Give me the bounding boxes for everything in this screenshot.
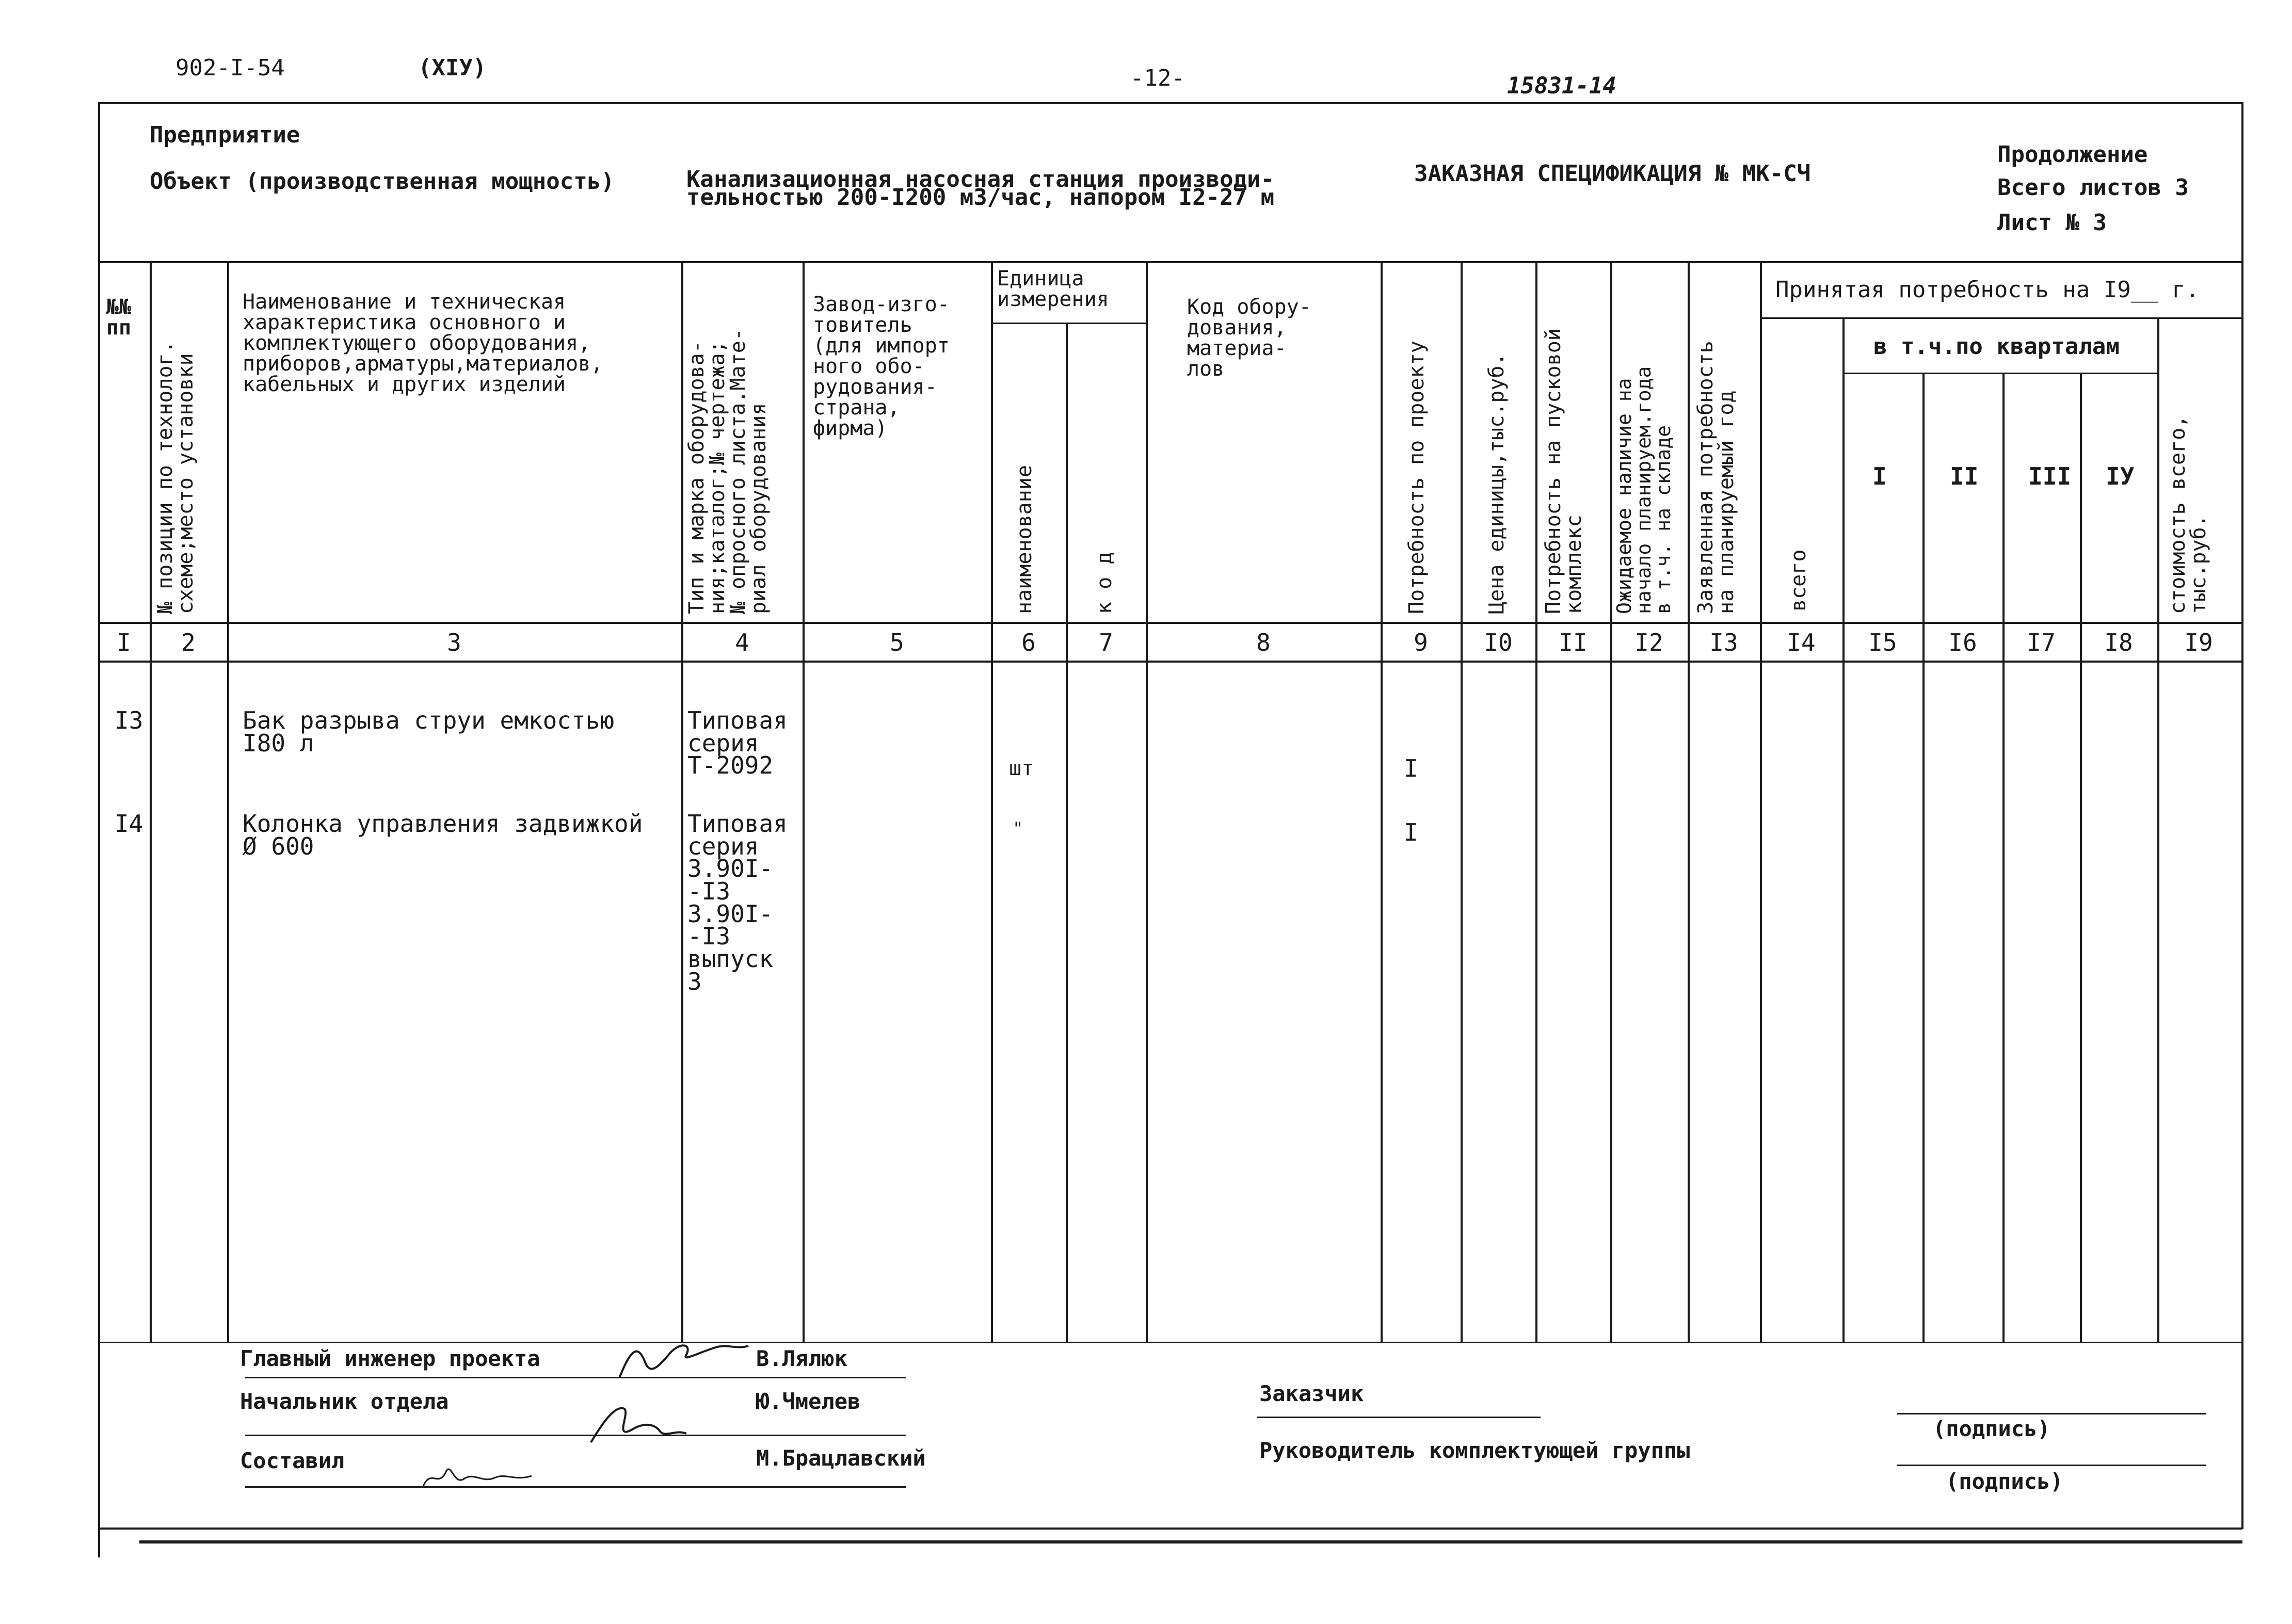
item-name: Колонка управления задвижкой Ø 600 [243, 810, 643, 860]
chief-engineer-label: Главный инженер проекта [240, 1346, 540, 1371]
col-header-7: к о д [1093, 552, 1116, 614]
item-unit: шт [1009, 757, 1034, 780]
group-head-label: Руководитель комплектующей группы [1259, 1438, 1690, 1463]
col-number: I0 [1484, 629, 1513, 656]
compiler-signature [418, 1458, 542, 1499]
col-number: 7 [1099, 629, 1113, 656]
col-header-10: Цена единицы,тыс.руб. [1485, 353, 1509, 614]
enterprise-label: Предприятие [150, 122, 300, 148]
inventory-number: 15831-14 [1507, 73, 1616, 99]
col-number: I5 [1868, 629, 1897, 656]
item-name: Бак разрыва струи емкостью I80 л [243, 706, 615, 757]
col-header-5: Завод-изго- товитель (для импорт ного обо- рудования- страна, фирма) [813, 293, 950, 440]
chief-engineer-signature [609, 1331, 764, 1388]
signature-caption-1: (подпись) [1933, 1416, 2050, 1441]
item-type: Типовая серия 3.90I- -I3 3.90I- -I3 выпуск 3 [687, 810, 788, 995]
col-number: 4 [735, 629, 749, 656]
col-number: 8 [1256, 629, 1271, 656]
col-number: 2 [181, 629, 196, 656]
col-number: I3 [1709, 629, 1738, 656]
col-number: I6 [1948, 629, 1977, 656]
col-header-1: №№ пп [106, 295, 132, 340]
col-header-3: Наименование и техническая характеристика основного и комплектующего оборудования, приборов,арматуры,материалов, кабельных и других изделий [243, 290, 603, 396]
col-header-9: Потребность по проекту [1405, 341, 1429, 614]
item-type: Типовая серия Т-2092 [687, 706, 788, 780]
row-number: I4 [115, 810, 143, 838]
dept-head-name: Ю.Чмелев [756, 1389, 861, 1414]
col-header-12: Ожидаемое наличие на начало планируем.года в т.ч. на складе [1613, 366, 1675, 614]
col-header-4: Тип и марка оборудова- ния;каталог;№ чертежа; № опросного листа.Мате- риал оборудования [685, 328, 771, 614]
col-header-6: наименование [1013, 465, 1036, 614]
object-label: Объект (производственная мощность) [150, 168, 615, 195]
col-header-18: IУ [2106, 462, 2135, 490]
col-number: II [1559, 629, 1588, 656]
volume-number: (XIУ) [418, 55, 487, 81]
unit-group-header: Единица измерения [997, 267, 1109, 311]
col-header-19: стоимость всего, тыс.руб. [2166, 415, 2210, 614]
page-number: -12- [1130, 65, 1185, 91]
object-value: Канализационная насосная станция производи- тельностью 200-I200 м3/час, напором I2-27 м [686, 166, 1275, 211]
accepted-need-header: Принятая потребность на I9__ г. [1775, 277, 2200, 303]
col-header-2: № позиции по технолог. схеме;место установки [153, 341, 198, 614]
col-header-8: Код обору- дования, материа- лов [1187, 295, 1311, 381]
dept-head-label: Начальник отдела [240, 1389, 449, 1414]
col-number: I4 [1787, 629, 1816, 656]
col-header-17: III [2028, 462, 2072, 490]
chief-engineer-name: В.Лялюк [756, 1346, 848, 1371]
col-number: I2 [1634, 629, 1663, 656]
col-header-16: II [1950, 462, 1979, 490]
col-number: I [117, 629, 131, 656]
signature-caption-2: (подпись) [1946, 1469, 2063, 1494]
col-header-11: Потребность на пусковой комплекс [1542, 328, 1586, 614]
item-quantity: I [1404, 818, 1418, 846]
col-header-13: Заявленная потребность на планируемый год [1694, 341, 1738, 614]
compiled-by-label: Составил [240, 1448, 345, 1473]
col-number: I7 [2027, 629, 2056, 656]
col-header-15: I [1872, 462, 1887, 490]
row-number: I3 [115, 706, 143, 734]
col-number: 3 [447, 629, 461, 656]
item-quantity: I [1404, 754, 1418, 782]
continuation-label: Продолжение [1997, 141, 2148, 168]
col-number: I8 [2104, 629, 2133, 656]
dept-head-signature [583, 1393, 702, 1450]
col-number: 5 [890, 629, 904, 656]
compiled-by-name: М.Брацлавский [756, 1445, 926, 1471]
col-header-14: всего [1787, 549, 1810, 612]
customer-label: Заказчик [1259, 1381, 1364, 1406]
spec-title: ЗАКАЗНАЯ СПЕЦИФИКАЦИЯ № МК-СЧ [1414, 160, 1811, 187]
col-number: 9 [1414, 629, 1428, 656]
sheet-number: Лист № 3 [1997, 210, 2107, 236]
quarters-header: в т.ч.по кварталам [1873, 333, 2120, 360]
item-unit: " [1013, 818, 1023, 839]
col-number: I9 [2184, 629, 2213, 656]
total-sheets: Всего листов 3 [1997, 174, 2189, 201]
col-number: 6 [1021, 629, 1036, 656]
document-code: 902-I-54 [175, 55, 285, 81]
